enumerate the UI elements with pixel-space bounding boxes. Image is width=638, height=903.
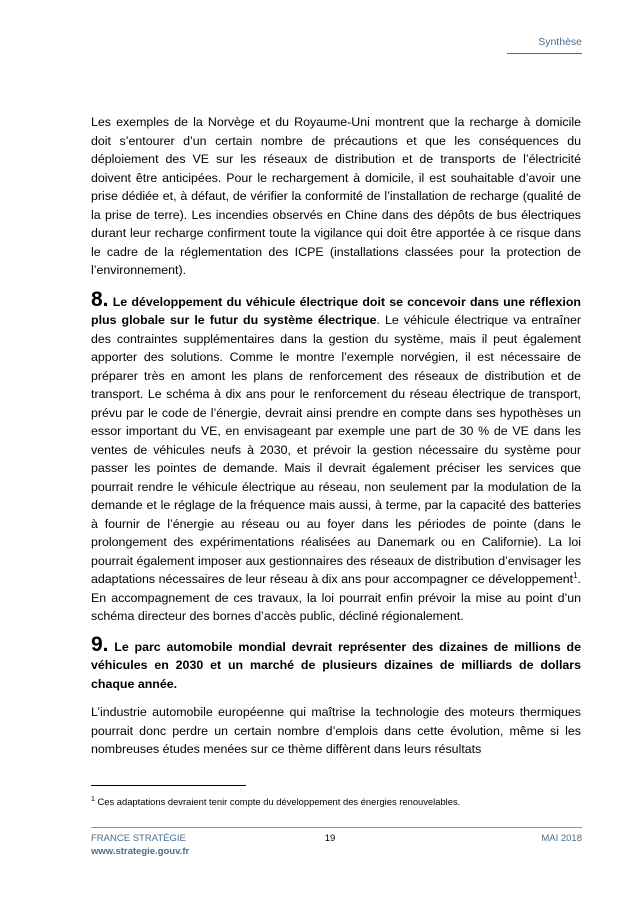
footer-divider: [91, 827, 582, 828]
section-8-lead: Le développement du véhicule électrique doit se concevoir dans une réflexion plus globale sur le futur du système électrique: [91, 294, 581, 327]
section-8-text: Le véhicule électrique va entraîner des contraintes supplémentaires dans la gestion du système, mais il peut également apporter des solutions. Comme le montre l’exemple norvégien, il est nécessaire de préparer très en amont les plans de renforcement des réseaux de distribution et de transport. Le schéma à dix ans pour le renforcement du réseau électrique de transport, prévu par le code de l’énergie, devrait ainsi prendre en compte dans ses hypothèses un essor important du VE, en envisageant par exemple une part de 30 % de VE dans les ventes de véhicules neufs à 2030, et prévoir la gestion nécessaire du système pour passer les pointes de demande. Mais il devrait également préciser les services que pourrait rendre le véhicule électrique au réseau, non seulement par la modulation de la demande et le réglage de la fréquence mais aussi, à terme, par la capacité des batteries à fournir de l’énergie au réseau ou au foyer dans les périodes de pointe (dans le prolongement des expérimentations réalisées au Danemark ou en Californie). La loi pourrait également imposer aux gestionnaires des réseaux de distribution d’envisager les adaptations nécessaires de leur réseau à dix ans pour accompagner ce développement: [91, 313, 581, 586]
section-8-number: 8.: [91, 287, 109, 311]
footer-website-link[interactable]: www.strategie.gouv.fr: [91, 846, 190, 857]
section-8-paragraph: [91, 287, 581, 626]
footer-date: MAI 2018: [541, 833, 582, 844]
closing-paragraph: L’industrie automobile européenne qui maîtrise la technologie des moteurs thermiques pourrait donc perdre un certain nombre d’emplois dans cette évolution, même si les nombreuses études menées sur ce thème diffèrent dans leurs résultats: [91, 705, 581, 756]
footnote-divider: [91, 785, 246, 786]
footer-organization: FRANCE STRATÉGIE: [91, 833, 186, 844]
running-header: Synthèse: [507, 36, 582, 54]
section-9-lead: Le parc automobile mondial devrait représenter des dizaines de millions de véhicules en 2030 et un marché de plusieurs dizaines de milliards de dollars chaque année.: [91, 639, 582, 691]
page-number: 19: [324, 833, 336, 844]
footnote-text: Ces adaptations devraient tenir compte du développement des énergies renouvelables.: [97, 796, 461, 807]
footnote-reference[interactable]: 1: [573, 570, 578, 580]
section-8-lead-punct: .: [376, 313, 380, 327]
section-9-heading: [91, 632, 582, 694]
footnote: [91, 796, 581, 808]
main-content: [91, 113, 581, 759]
section-8-text-end: . En accompagnement de ces travaux, la loi pourrait enfin prévoir la mise au point d’un schéma directeur des bornes d’accès public, décliné régionalement.: [91, 572, 581, 623]
intro-paragraph: Les exemples de la Norvège et du Royaume-Uni montrent que la recharge à domicile doit s’entourer d’un certain nombre de précautions et que les conséquences du déploiement des VE sur les réseaux de distribution et de transports de l’électricité doivent être anticipées. Pour le rechargement à domicile, il est souhaitable d’avoir une prise dédiée et, à défaut, de vérifier la conformité de l’installation de recharge (qualité de la prise de terre). Les incendies observés en Chine dans des dépôts de bus électriques durant leur recharge confirment toute la vigilance qui doit être apportée à ce risque dans le cadre de la réglementation des ICPE (installations classées pour la protection de l’environnement).: [91, 115, 581, 277]
section-9-number: 9.: [91, 632, 109, 656]
footnote-number: 1: [91, 795, 95, 803]
